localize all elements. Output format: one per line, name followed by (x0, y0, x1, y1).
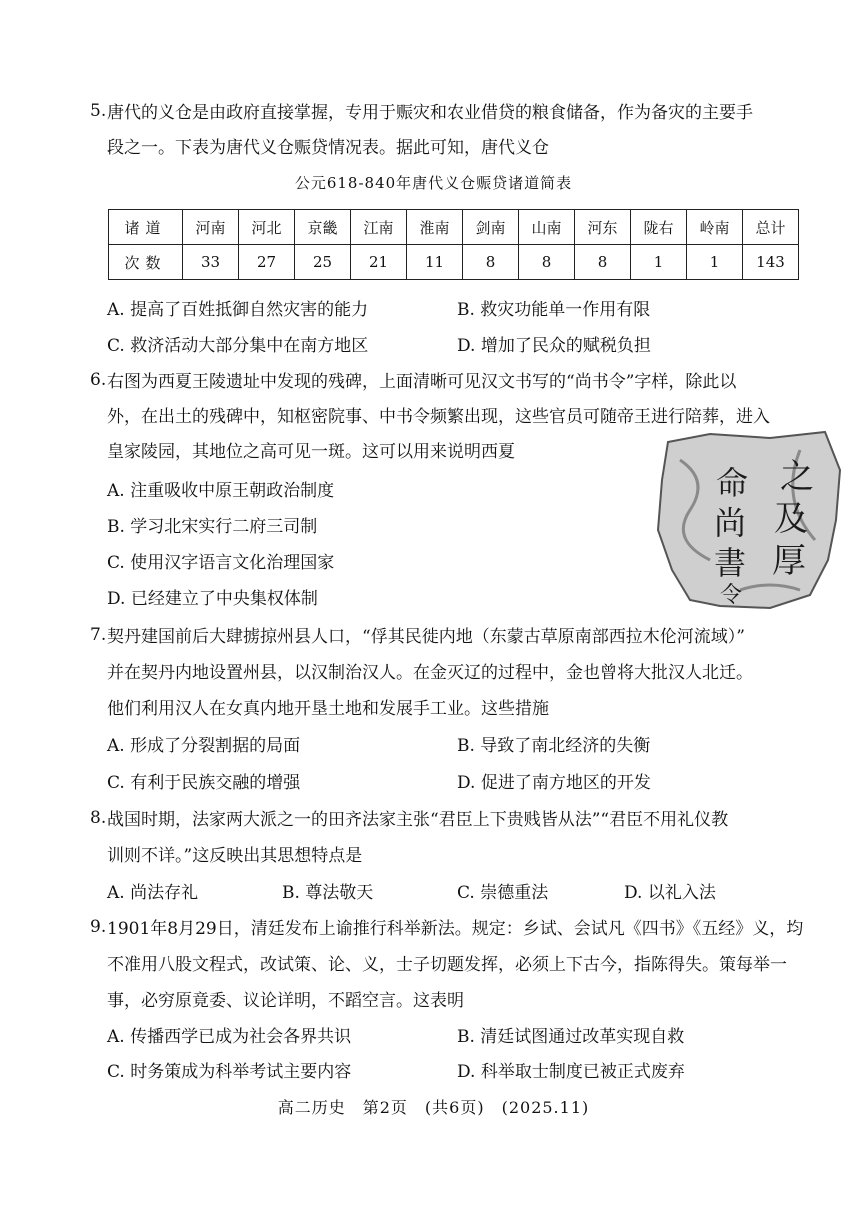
count-cell: 8 (519, 245, 575, 280)
option-a: A. 尚法存礼 (107, 883, 199, 903)
table-header-cell: 次数 (109, 245, 183, 280)
count-cell: 8 (463, 245, 519, 280)
count-cell: 1 (631, 245, 687, 280)
option-b: B. 救灾功能单一作用有限 (457, 300, 651, 320)
relief-table (108, 209, 799, 280)
option-b: B. 尊法敬天 (282, 883, 374, 903)
count-cell: 143 (743, 245, 799, 280)
question-text: 他们利用汉人在女真内地开垦土地和发展手工业。这些措施 (107, 699, 549, 719)
option-b: B. 学习北宋实行二府三司制 (107, 517, 318, 537)
option-b: B. 清廷试图通过改革实现自救 (457, 1027, 685, 1047)
count-cell: 11 (407, 245, 463, 280)
option-d: D. 增加了民众的赋税负担 (457, 336, 651, 356)
stele-character: 之 (780, 457, 814, 497)
option-a: A. 形成了分裂割据的局面 (107, 736, 301, 756)
question-text: 训则不详。”这反映出其思想特点是 (107, 846, 363, 866)
question-text: 契丹建国前后大肆掳掠州县人口，“俘其民徙内地（东蒙古草原南部西拉木伦河流域）” (107, 627, 745, 647)
question-text: 右图为西夏王陵遗址中发现的残碑，上面清晰可见汉文书写的“尚书令”字样，除此以 (107, 372, 737, 392)
region-cell: 陇右 (631, 210, 687, 245)
region-cell: 江南 (351, 210, 407, 245)
question-number: 7. (90, 625, 107, 645)
question-number: 9. (90, 917, 107, 937)
question-text: 不准用八股文程式，改试策、论、义，士子切题发挥，必须上下古今，指陈得失。策每举一 (107, 955, 787, 975)
option-c: C. 有利于民族交融的增强 (107, 773, 301, 793)
option-a: A. 传播西学已成为社会各界共识 (107, 1027, 352, 1047)
question-text: 外，在出土的残碑中，知枢密院事、中书令频繁出现，这些官员可随帝王进行陪葬，进入 (107, 407, 770, 427)
question-text: 1901年8月29日，清廷发布上谕推行科举新法。规定：乡试、会试凡《四书》《五经》义，均 (107, 919, 804, 939)
region-cell: 淮南 (407, 210, 463, 245)
question-text: 皇家陵园，其地位之高可见一斑。这可以用来说明西夏 (107, 442, 515, 462)
region-cell: 剑南 (463, 210, 519, 245)
option-d: D. 促进了南方地区的开发 (457, 773, 651, 793)
table-row (109, 210, 799, 245)
question-text: 并在契丹内地设置州县，以汉制治汉人。在金灭辽的过程中，金也曾将大批汉人北迁。 (107, 663, 753, 683)
option-c: C. 救济活动大部分集中在南方地区 (107, 336, 369, 356)
count-cell: 8 (575, 245, 631, 280)
stele-character: 尚 (714, 504, 747, 542)
page-footer: 高二历史 第2页 (共6页) (2025.11) (277, 1098, 590, 1117)
count-cell: 27 (239, 245, 295, 280)
table-caption: 公元618-840年唐代义仓赈贷诸道简表 (294, 174, 573, 192)
option-c: C. 崇德重法 (457, 883, 549, 903)
region-cell: 河北 (239, 210, 295, 245)
question-text: 唐代的义仓是由政府直接掌握，专用于赈灾和农业借贷的粮食储备，作为备灾的主要手 (107, 103, 753, 123)
stele-character: 令 (720, 583, 743, 608)
option-c: C. 使用汉字语言文化治理国家 (107, 553, 335, 573)
question-text: 战国时期，法家两大派之一的田齐法家主张“君臣上下贵贱皆从法”“君臣不用礼仪教 (107, 810, 729, 830)
question-text: 事，必穷原竟委、议论详明，不蹈空言。这表明 (107, 991, 464, 1011)
table-row (109, 245, 799, 280)
stele-character: 及 (774, 499, 808, 539)
region-cell: 岭南 (687, 210, 743, 245)
count-cell: 1 (687, 245, 743, 280)
option-d: D. 以礼入法 (624, 883, 716, 903)
question-text: 段之一。下表为唐代义仓赈贷情况表。据此可知，唐代义仓 (107, 138, 549, 158)
option-d: D. 科举取士制度已被正式废弃 (457, 1062, 685, 1082)
option-b: B. 导致了南北经济的失衡 (457, 736, 651, 756)
region-cell: 总计 (743, 210, 799, 245)
option-a: A. 提高了百姓抵御自然灾害的能力 (107, 300, 369, 320)
stele-character: 厚 (772, 541, 806, 581)
count-cell: 25 (295, 245, 351, 280)
region-cell: 山南 (519, 210, 575, 245)
question-number: 6. (90, 370, 107, 390)
option-d: D. 已经建立了中央集权体制 (107, 589, 318, 609)
count-cell: 33 (183, 245, 239, 280)
stele-fragment-image (650, 430, 845, 610)
question-number: 8. (90, 808, 107, 828)
stele-character: 命 (716, 464, 749, 502)
region-cell: 京畿 (295, 210, 351, 245)
option-c: C. 时务策成为科举考试主要内容 (107, 1062, 352, 1082)
option-a: A. 注重吸收中原王朝政治制度 (107, 481, 335, 501)
region-cell: 河南 (183, 210, 239, 245)
table-header-cell: 诸道 (109, 210, 183, 245)
stele-character: 書 (714, 544, 747, 582)
count-cell: 21 (351, 245, 407, 280)
question-number: 5. (90, 101, 107, 121)
region-cell: 河东 (575, 210, 631, 245)
